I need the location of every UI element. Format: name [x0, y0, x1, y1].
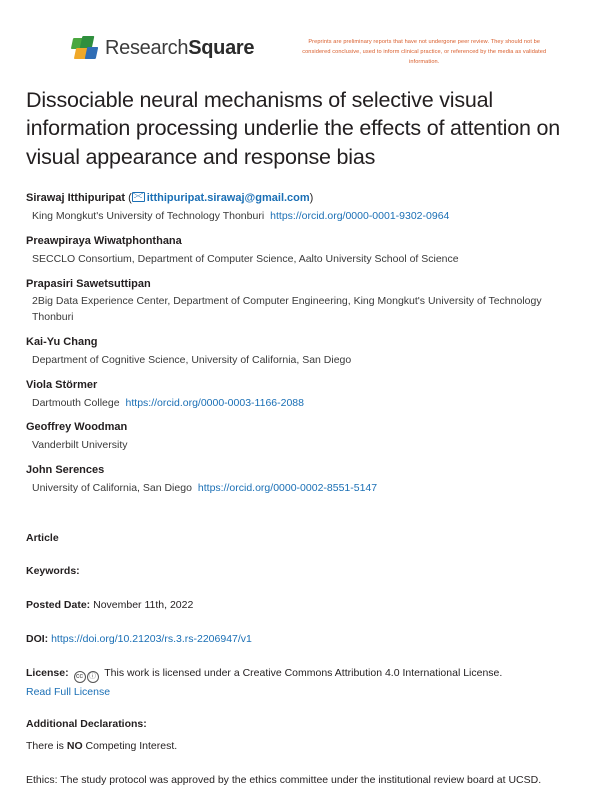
author-entry	[26, 191, 574, 225]
paren-open: (	[128, 192, 132, 205]
author-affiliation: SECCLO Consortium, Department of Computer Science, Aalto University School of Science	[32, 252, 459, 265]
author-email-link[interactable]: itthipuripat.sirawaj@gmail.com	[146, 192, 310, 205]
metadata-section	[26, 531, 574, 788]
additional-declarations-label: Additional Declarations:	[26, 718, 147, 731]
author-affiliation: Department of Cognitive Science, University of California, San Diego	[32, 353, 352, 366]
ethics-row: Ethics: The study protocol was approved by the ethics committee under the institutional review board at UCSD.	[26, 773, 542, 786]
affiliation-text: University of California, San Diego	[32, 481, 192, 494]
author-name: Sirawaj Itthipuripat	[26, 192, 126, 205]
license-text: This work is licensed under a Creative Commons Attribution 4.0 International License.	[104, 666, 503, 679]
doi-row	[26, 632, 574, 648]
license-label: License:	[26, 666, 69, 679]
author-entry	[26, 378, 574, 412]
author-name: Geoffrey Woodman	[26, 421, 128, 434]
author-name: Viola Störmer	[26, 378, 98, 391]
research-square-logo	[72, 36, 254, 60]
license-row	[26, 666, 574, 702]
additional-declarations-row	[26, 717, 574, 733]
posted-date-row	[26, 598, 574, 614]
page-header	[26, 30, 574, 76]
article-type	[26, 531, 574, 547]
doi-label: DOI:	[26, 632, 49, 645]
orcid-link[interactable]: https://orcid.org/0000-0001-9302-0964	[270, 210, 450, 223]
preprint-notice: Preprints are preliminary reports that have not undergone peer review. They should not be considered conclusive, used to inform clinical practice, or referenced by the media as validated information.	[302, 39, 547, 65]
author-name: John Serences	[26, 464, 105, 476]
author-name: Prapasiri Sawetsuttipan	[26, 277, 151, 290]
paren-close: )	[309, 192, 314, 205]
author-entry	[26, 277, 574, 326]
article-type-label: Article	[26, 531, 59, 544]
logo-text-bold: Square	[188, 36, 255, 59]
logo-text-light: Research	[105, 36, 189, 59]
author-affiliation	[26, 209, 552, 225]
cc-by-glyph: ⓘ	[87, 671, 99, 683]
research-square-logo-icon	[72, 36, 98, 60]
read-full-license-link[interactable]: Read Full License	[26, 686, 111, 699]
cc-glyph: cc	[74, 671, 86, 683]
author-name: Preawpiraya Wiwatphonthana	[26, 234, 182, 247]
author-affiliation: Vanderbilt University	[32, 439, 128, 452]
competing-interest-prefix: There is	[26, 739, 67, 752]
creative-commons-icon	[74, 668, 100, 684]
email-icon	[132, 192, 145, 202]
keywords-row	[26, 564, 574, 580]
posted-date-label: Posted Date:	[26, 599, 91, 612]
competing-interest-emphasis: NO	[66, 739, 83, 752]
competing-interest-row	[26, 739, 574, 755]
author-entry	[26, 335, 574, 369]
author-name-line	[26, 191, 574, 207]
author-name: Kai-Yu Chang	[26, 335, 98, 348]
logo-wordmark	[105, 37, 254, 60]
page-title: Dissociable neural mechanisms of selective visual information processing underlie the effects of attention on visual appearance and response bias	[26, 88, 561, 169]
orcid-link[interactable]: https://orcid.org/0000-0003-1166-2088	[125, 396, 304, 409]
author-list	[26, 191, 574, 497]
keywords-label: Keywords:	[26, 565, 80, 578]
affiliation-text: King Mongkut's University of Technology Thonburi	[32, 210, 265, 223]
author-entry	[26, 463, 574, 497]
author-entry	[26, 420, 574, 454]
author-affiliation: 2Big Data Experience Center, Department of Computer Engineering, King Mongkut's University of Technology Thonburi	[32, 295, 542, 324]
posted-date-value: November 11th, 2022	[93, 599, 194, 612]
competing-interest-suffix: Competing Interest.	[82, 739, 178, 752]
author-entry	[26, 234, 574, 268]
doi-link[interactable]: https://doi.org/10.21203/rs.3.rs-2206947/v1	[51, 632, 252, 645]
author-affiliation	[26, 481, 552, 497]
affiliation-text: Dartmouth College	[32, 396, 120, 409]
orcid-link[interactable]: https://orcid.org/0000-0002-8551-5147	[197, 481, 378, 494]
author-affiliation	[26, 396, 552, 412]
